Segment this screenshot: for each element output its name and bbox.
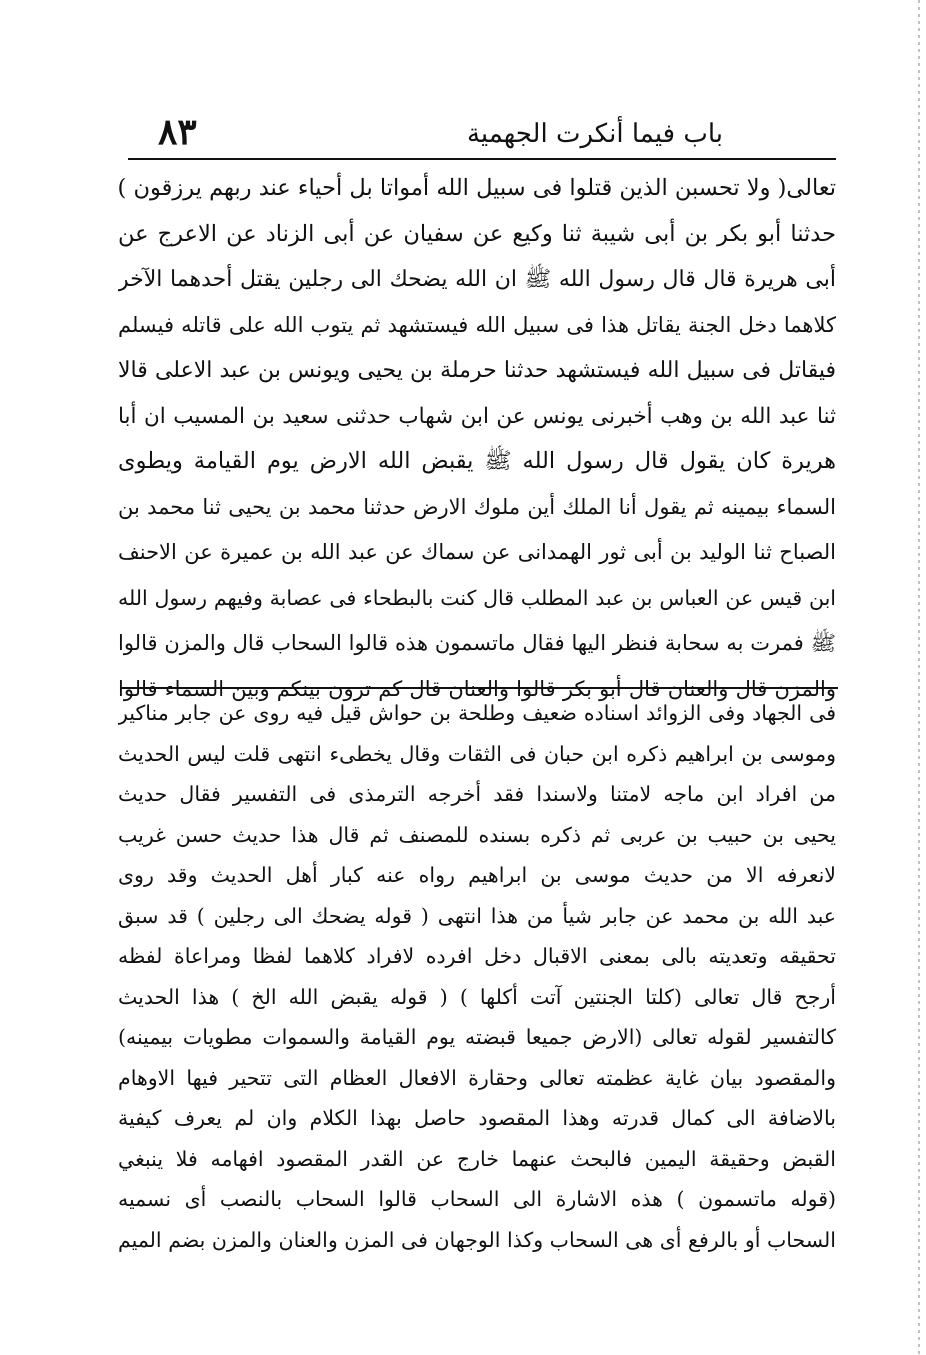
main-line: السماء بيمينه ثم يقول أنا الملك أين ملوك الارض حدثنا محمد بن يحيى ثنا محمد بن (118, 494, 836, 519)
main-line: تعالى( ولا تحسبن الذين قتلوا فى سبيل الله أمواتا بل أحياء عند ربهم يرزقون ) (118, 175, 836, 201)
main-line: ثنا عبد الله بن وهب أخبرنى يونس عن ابن شهاب حدثنى سعيد بن المسيب ان أبا (118, 403, 836, 429)
footnote-line: من افراد ابن ماجه لامتنا ولاسندا فقد أخرجه الترمذى فى التفسير فقال حديث (118, 782, 836, 806)
footnote-line: أرجح قال تعالى (كلتا الجنتين آتت أكلها ) ( قوله يقبض الله الخ ) هذا الحديث (118, 984, 836, 1009)
main-line: ﷺ فمرت به سحابة فنظر اليها فقال ماتسمون هذه قالوا السحاب قال والمزن قالوا (118, 631, 836, 655)
footnote-text (118, 693, 836, 1260)
footnote-line: كالتفسير لقوله تعالى (الارض جميعا قبضته يوم القيامة والسموات مطويات بيمينه) (118, 1025, 836, 1049)
main-line: فيقاتل فى سبيل الله فيستشهد حدثنا حرملة بن يحيى ويونس بن عبد الاعلى قالا (118, 358, 836, 383)
page-header (128, 112, 833, 154)
main-line: هريرة كان يقول قال رسول الله ﷺ يقبض الله الارض يوم القيامة ويطوى (118, 448, 836, 474)
footnote-line: عبد الله بن محمد عن جابر شيأ من هذا انتهى ( قوله يضحك الى رجلين ) قد سبق (118, 903, 836, 928)
page-number: ٨٣ (158, 111, 197, 153)
main-line: ابن قيس عن العباس بن عبد المطلب قال كنت بالبطحاء فى عصابة وفيهم رسول الله (118, 585, 836, 610)
footnote-line: السحاب أو بالرفع أى هى السحاب وكذا الوجهان فى المزن والعنان والمزن بضم الميم (118, 1227, 836, 1252)
main-line: الصباح ثنا الوليد بن أبى ثور الهمدانى عن سماك عن عبد الله بن عميرة عن الاحنف (118, 540, 836, 564)
main-text (118, 166, 836, 712)
footnote-line: والمقصود بيان غاية عظمته تعالى وحقارة الافعال العظام التى تتحير فيها الاوهام (118, 1065, 836, 1090)
footnote-line: يحيى بن حبيب بن عربى ثم ذكره بسنده للمصنف ثم قال هذا حديث حسن غريب (118, 822, 836, 847)
running-title: باب فيما أنكرت الجهمية (466, 119, 723, 149)
footnote-line: لانعرفه الا من حديث موسى بن ابراهيم رواه عنه كبار أهل الحديث وقد روى (118, 863, 836, 887)
main-line: كلاهما دخل الجنة يقاتل هذا فى سبيل الله فيستشهد ثم يتوب الله على قاتله فيسلم (118, 312, 836, 337)
header-rule (128, 158, 836, 160)
footnote-line: وموسى بن ابراهيم ذكره ابن حبان فى الثقات وقال يخطىء انتهى قلت ليس الحديث (118, 741, 836, 766)
main-line: والمزن قال والعنان قال أبو بكر قالوا والعنان قال كم ترون بينكم وبين السماء قالوا (118, 676, 836, 701)
footnote-line: فى الجهاد وفى الزوائد اسناده ضعيف وطلحة بن حواش قيل فيه روى عن جابر مناكير (118, 701, 836, 725)
footnote-line: القبض وحقيقة اليمين فالبحث عنهما خارج عن القدر المقصود افهامه فلا ينبغي (118, 1146, 836, 1171)
scan-edge-artifact (918, 0, 920, 1355)
main-line: حدثنا أبو بكر بن أبى شيبة ثنا وكيع عن سفيان عن أبى الزناد عن الاعرج عن (118, 220, 836, 247)
footnote-separator-rule (120, 687, 838, 689)
footnote-line: (قوله ماتسمون ) هذه الاشارة الى السحاب قالوا السحاب بالنصب أى نسميه (118, 1187, 836, 1211)
footnote-line: بالاضافة الى كمال قدرته وهذا المقصود حاصل بهذا الكلام وان لم يعرف كيفية (118, 1106, 836, 1130)
main-line: أبى هريرة قال قال رسول الله ﷺ ان الله يضحك الى رجلين يقتل أحدهما الآخر (118, 267, 836, 292)
footnote-line: تحقيقه وتعديته بالى بمعنى الاقبال دخل افرده لافراد كلاهما لفظا ومراعاة لفظه (118, 944, 836, 968)
